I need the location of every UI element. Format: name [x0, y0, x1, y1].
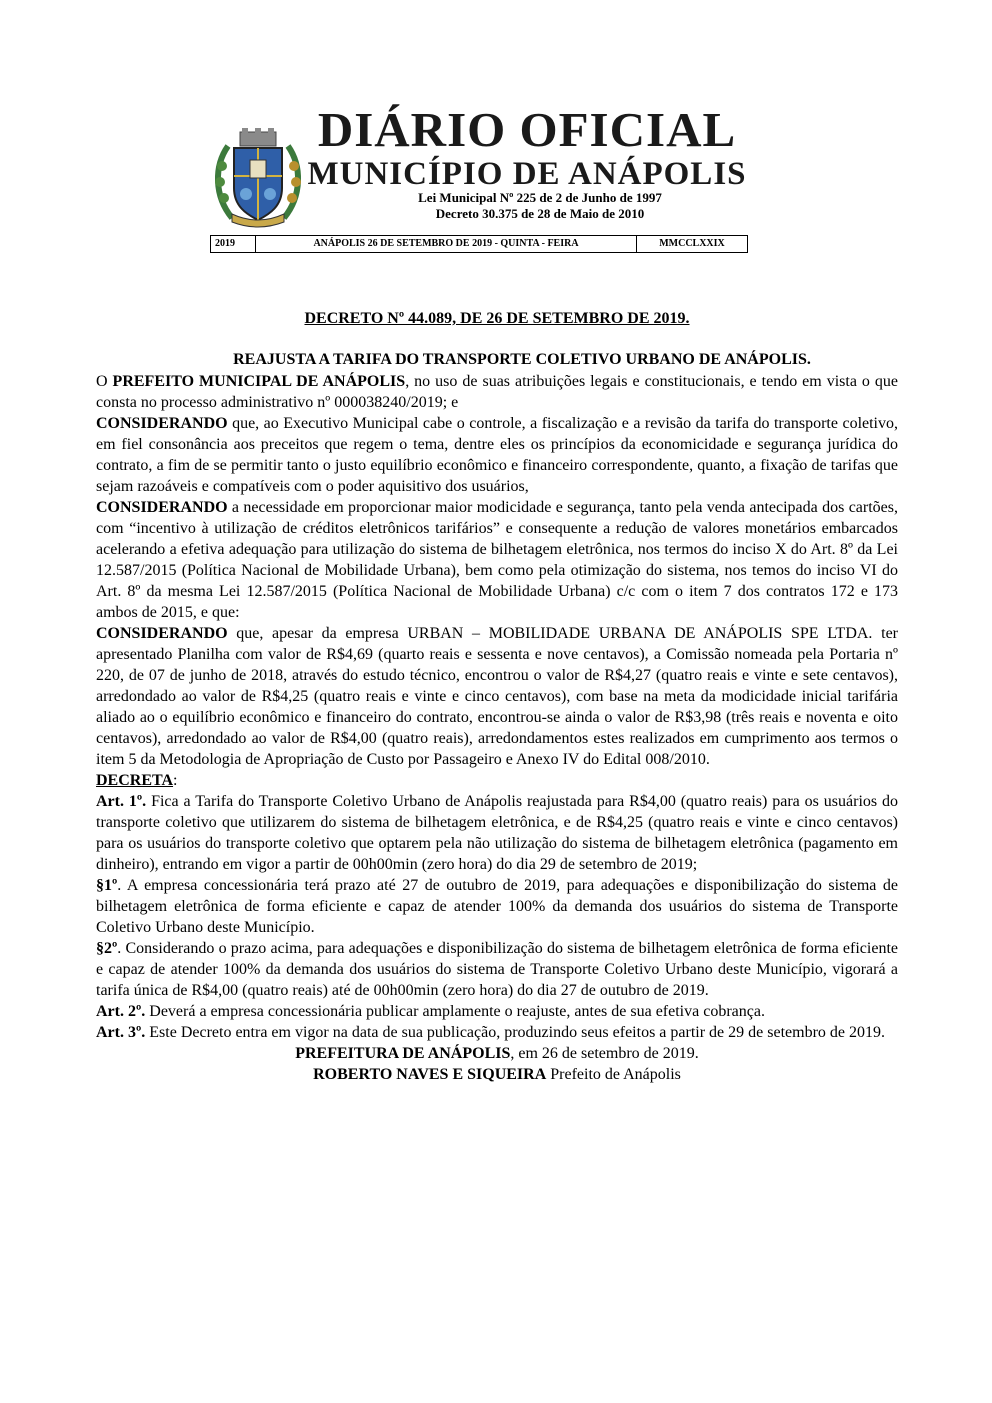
decree-title: DECRETO Nº 44.089, DE 26 DE SETEMBRO DE 2019. — [304, 310, 690, 327]
law-references — [390, 190, 690, 222]
decree-summary: REAJUSTA A TARIFA DO TRANSPORTE COLETIVO URBANO DE ANÁPOLIS. — [233, 351, 811, 368]
decreta-heading: DECRETA: — [96, 772, 178, 789]
edition-number: MMCCLXXIX — [659, 238, 725, 249]
paragraph-2: §2º. Considerando o prazo acima, para adequações e disponibilização do sistema de bilhetagem eletrônica de forma eficiente e capaz de atender 100% da demanda dos usuários do sistema de Transporte Coletivo Urbano deste Município, vigorará a tarifa única de R$4,00 (quatro reais) até de 00h00min (zero hora) do dia 27 de outubro de 2019. — [96, 940, 898, 999]
edition-year: 2019 — [211, 236, 256, 252]
edition-info-bar — [210, 235, 748, 253]
law-reference-1: Lei Municipal Nº 225 de 2 de Junho de 1997 — [418, 190, 662, 205]
paragraph-1: §1º. A empresa concessionária terá prazo até 27 de outubro de 2019, para adequações e disponibilização do sistema de bilhetagem eletrônica de forma eficiente e capaz de atender 100% da demanda dos usuários do sistema de Transporte Coletivo Urbano deste Município. — [96, 877, 898, 936]
article-3: Art. 3º. Este Decreto entra em vigor na data de sua publicação, produzindo seus efeitos a partir de 29 de setembro de 2019. — [96, 1024, 885, 1041]
newspaper-title: DIÁRIO OFICIAL — [317, 102, 737, 157]
considerando-1: CONSIDERANDO que, ao Executivo Municipal cabe o controle, a fiscalização e a revisão da tarifa do transporte coletivo, em fiel consonância aos preceitos que regem o tema, dentre eles os princípios da economicidade e segurança jurídica do contrato, a fim de se permitir tanto o justo equilíbrio econômico e financeiro correspondente, quanto, a fixação de tarifas que sejam razoáveis e compatíveis com o poder aquisitivo dos usuários, — [96, 415, 898, 495]
article-1: Art. 1º. Fica a Tarifa do Transporte Coletivo Urbano de Anápolis reajustada para R$4,00 (quatro reais) para os usuários do transporte coletivo que utilizarem do sistema de bilhetagem eletrônica, e de R$4,25 (quatro reais e vinte e cinco centavos) para os usuários do transporte coletivo que optarem pela não utilização do sistema de bilhetagem eletrônica (pagamento em dinheiro), entrando em vigor a partir de 00h00min (zero hora) do dia 29 de setembro de 2019; — [96, 793, 899, 873]
masthead — [210, 100, 748, 235]
law-reference-2: Decreto 30.375 de 28 de Maio de 2010 — [435, 206, 645, 221]
edition-date: ANÁPOLIS 26 DE SETEMBRO DE 2019 - QUINTA - FEIRA — [256, 236, 637, 252]
signature-line: ROBERTO NAVES E SIQUEIRA Prefeito de Anápolis — [313, 1066, 681, 1083]
coat-of-arms-icon — [210, 126, 306, 230]
newspaper-subtitle: MUNICÍPIO DE ANÁPOLIS — [307, 156, 747, 192]
closing-line: PREFEITURA DE ANÁPOLIS, em 26 de setembro de 2019. — [295, 1045, 699, 1062]
considerando-2: CONSIDERANDO a necessidade em proporcionar maior modicidade e segurança, tanto pela venda antecipada dos cartões, com “incentivo à utilização de créditos eletrônicos tarifários” e consequente a redução de valores monetários embarcados acelerando a efetiva adequação para utilização do sistema de bilhetagem eletrônica, nos termos do inciso X do Art. 8º da Lei 12.587/2015 (Política Nacional de Mobilidade Urbana), bem como pela otimização do sistema, nos temos do inciso VI do Art. 8º da mesma Lei 12.587/2015 (Política Nacional de Mobilidade Urbana) c/c com o item 7 dos contratos 172 e 173 ambos de 2015, e que: — [96, 499, 898, 621]
preamble-paragraph: O PREFEITO MUNICIPAL DE ANÁPOLIS, no uso de suas atribuições legais e constitucionais, e tendo em vista o que consta no processo administrativo nº 000038240/2019; e — [96, 373, 899, 411]
decree-body — [96, 371, 898, 1085]
considerando-3: CONSIDERANDO que, apesar da empresa URBAN – MOBILIDADE URBANA DE ANÁPOLIS SPE LTDA. ter apresentado Planilha com valor de R$4,69 (quarto reais e sessenta e nove centavos), a Comissão nomeada pela Portaria nº 220, de 07 de junho de 2018, através do estudo técnico, encontrou o valor de R$4,27 (quatro reais e vinte e sete centavos), arredondado ao valor de R$4,25 (quatro reais e vinte e cinco centavos), com base na meta da modicidade inicial tarifária aliado ao o equilíbrio econômico e financeiro do contrato, encontrou-se ainda o valor de R$3,98 (três reais e noventa e oito centavos), arredondado ao valor de R$4,00 (quatro reais), arredondamentos estes realizados em cumprimento aos termos o item 5 da Metodologia de Apropriação de Custo por Passageiro e Anexo IV do Edital 008/2010. — [96, 625, 898, 768]
article-2: Art. 2º. Deverá a empresa concessionária publicar amplamente o reajuste, antes de sua efetiva cobrança. — [96, 1003, 765, 1020]
